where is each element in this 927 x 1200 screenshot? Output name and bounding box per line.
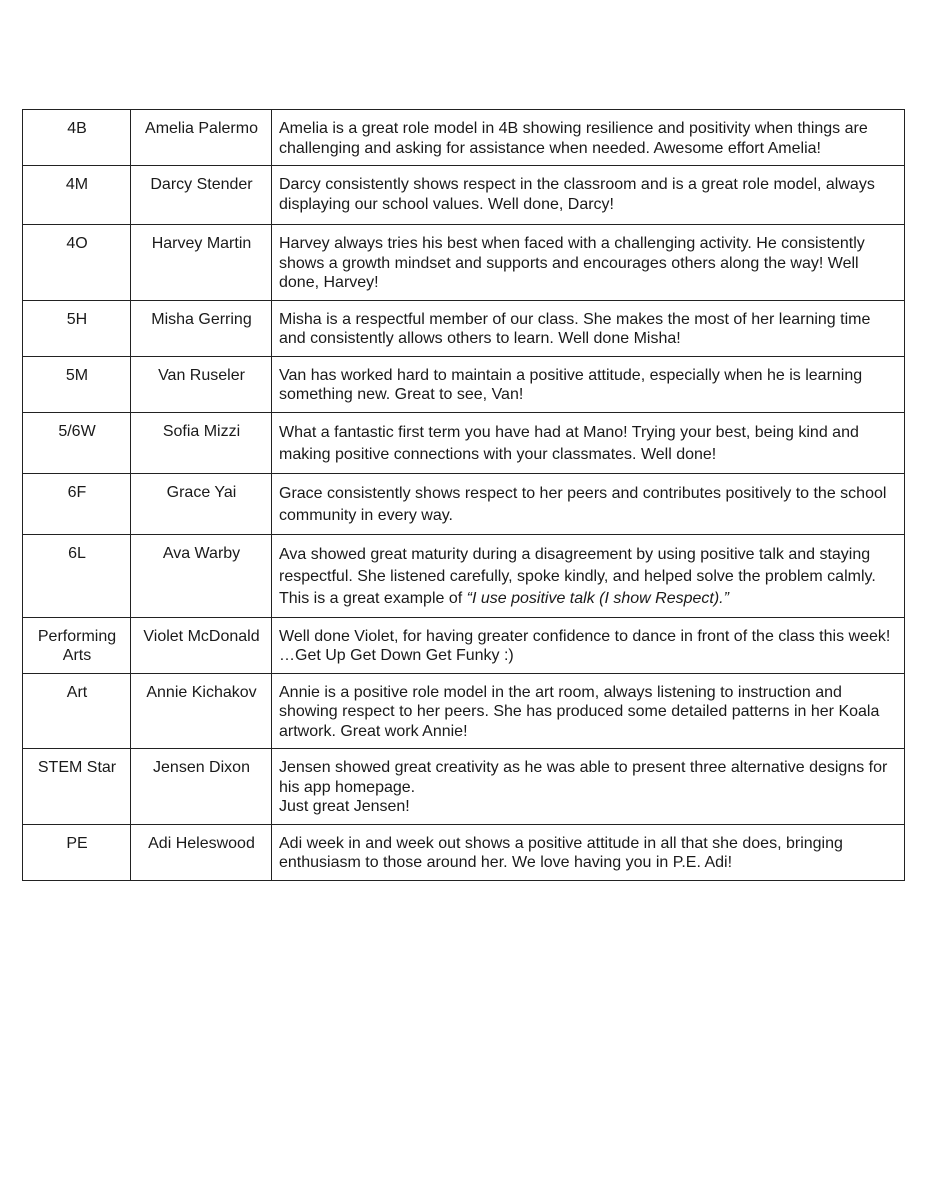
table-row bbox=[23, 412, 905, 473]
table-row bbox=[23, 166, 905, 225]
comment-cell: Well done Violet, for having greater confidence to dance in front of the class this week! …Get Up Get Down Get Funky :) bbox=[272, 617, 905, 673]
comment-cell: Adi week in and week out shows a positive attitude in all that she does, bringing enthusiasm to those around her. We love having you in P.E. Adi! bbox=[272, 824, 905, 880]
comment-cell: Grace consistently shows respect to her peers and contributes positively to the school community in every way. bbox=[272, 473, 905, 534]
table-row bbox=[23, 673, 905, 749]
comment-cell: Annie is a positive role model in the art room, always listening to instruction and showing respect to her peers. She has produced some detailed patterns in her Koala artwork. Great work Annie! bbox=[272, 673, 905, 749]
class-cell: Performing Arts bbox=[23, 617, 131, 673]
table-row bbox=[23, 356, 905, 412]
class-cell: 4O bbox=[23, 225, 131, 301]
table-row bbox=[23, 824, 905, 880]
comment-cell: What a fantastic first term you have had at Mano! Trying your best, being kind and making positive connections with your classmates. Well done! bbox=[272, 412, 905, 473]
comment-cell bbox=[272, 534, 905, 617]
student-name-cell: Jensen Dixon bbox=[131, 749, 272, 825]
comment-text: Ava showed great maturity during a disagreement by using positive talk and staying respectful. She listened carefully, spoke kindly, and helped solve the problem calmly. This is a great example of bbox=[279, 545, 876, 607]
comment-cell: Harvey always tries his best when faced with a challenging activity. He consistently shows a growth mindset and supports and encourages others along the way! Well done, Harvey! bbox=[272, 225, 905, 301]
comment-cell bbox=[272, 749, 905, 825]
student-name-cell: Adi Heleswood bbox=[131, 824, 272, 880]
class-cell: 5H bbox=[23, 300, 131, 356]
awards-table bbox=[22, 109, 905, 881]
school-value-quote: “I use positive talk (I show Respect).” bbox=[466, 589, 729, 607]
student-name-cell: Grace Yai bbox=[131, 473, 272, 534]
table-row bbox=[23, 300, 905, 356]
class-cell: 5M bbox=[23, 356, 131, 412]
class-cell: 6L bbox=[23, 534, 131, 617]
comment-cell: Darcy consistently shows respect in the classroom and is a great role model, always displaying our school values. Well done, Darcy! bbox=[272, 166, 905, 225]
class-cell: 6F bbox=[23, 473, 131, 534]
table-row bbox=[23, 534, 905, 617]
table-row bbox=[23, 225, 905, 301]
class-cell: 4M bbox=[23, 166, 131, 225]
class-cell: Art bbox=[23, 673, 131, 749]
class-cell: 5/6W bbox=[23, 412, 131, 473]
student-name-cell: Van Ruseler bbox=[131, 356, 272, 412]
student-name-cell: Harvey Martin bbox=[131, 225, 272, 301]
class-cell: 4B bbox=[23, 110, 131, 166]
table-row bbox=[23, 110, 905, 166]
class-cell: PE bbox=[23, 824, 131, 880]
comment-cell: Misha is a respectful member of our class. She makes the most of her learning time and consistently allows others to learn. Well done Misha! bbox=[272, 300, 905, 356]
class-cell: STEM Star bbox=[23, 749, 131, 825]
comment-cell: Amelia is a great role model in 4B showing resilience and positivity when things are challenging and asking for assistance when needed. Awesome effort Amelia! bbox=[272, 110, 905, 166]
student-name-cell: Ava Warby bbox=[131, 534, 272, 617]
student-name-cell: Annie Kichakov bbox=[131, 673, 272, 749]
student-name-cell: Sofia Mizzi bbox=[131, 412, 272, 473]
comment-text-line-2: Just great Jensen! bbox=[279, 798, 410, 815]
table-row bbox=[23, 749, 905, 825]
table-row bbox=[23, 617, 905, 673]
comment-text: Jensen showed great creativity as he was able to present three alternative designs for his app homepage. bbox=[279, 759, 888, 796]
student-name-cell: Darcy Stender bbox=[131, 166, 272, 225]
student-name-cell: Violet McDonald bbox=[131, 617, 272, 673]
student-name-cell: Amelia Palermo bbox=[131, 110, 272, 166]
table-row bbox=[23, 473, 905, 534]
student-name-cell: Misha Gerring bbox=[131, 300, 272, 356]
comment-cell: Van has worked hard to maintain a positive attitude, especially when he is learning something new. Great to see, Van! bbox=[272, 356, 905, 412]
